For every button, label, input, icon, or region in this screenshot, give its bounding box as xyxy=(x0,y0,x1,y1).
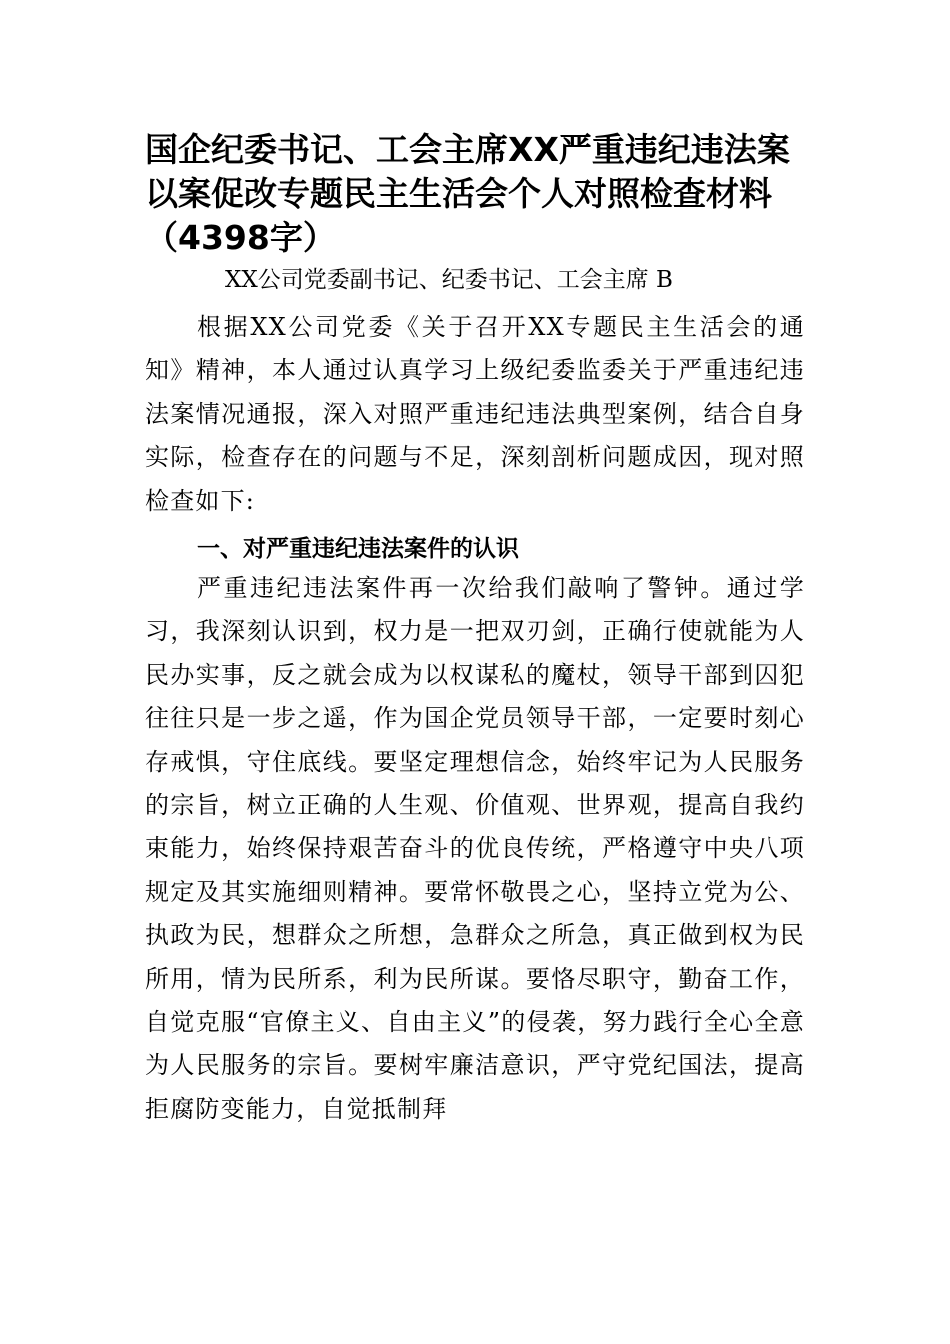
section-1-paragraph: 严重违纪违法案件再一次给我们敲响了警钟。通过学习，我深刻认识到，权力是一把双刃剑，正确行使就能为人民办实事，反之就会成为以权谋私的魔杖，领导干部到囚犯往往只是一步之遥，作为国企党员领导干部，一定要时刻心存戒惧，守住底线。要坚定理想信念，始终牢记为人民服务的宗旨，树立正确的人生观、价值观、世界观，提高自我约束能力，始终保持艰苦奋斗的优良传统，严格遵守中央八项规定及其实施细则精神。要常怀敬畏之心，坚持立党为公、执政为民，想群众之所想，急群众之所急，真正做到权为民所用，情为民所系，利为民所谋。要恪尽职守，勤奋工作，自觉克服“官僚主义、自由主义”的侵袭，努力践行全心全意为人民服务的宗旨。要树牢廉洁意识，严守党纪国法，提高拒腐防变能力，自觉抵制拜 xyxy=(145,574,805,1123)
document-title: 国企纪委书记、工会主席XX严重违纪违法案以案促改专题民主生活会个人对照检查材料（4398字） xyxy=(145,130,790,257)
section-heading-1: 一、对严重违纪违法案件的认识 xyxy=(197,536,519,562)
intro-paragraph: 根据XX公司党委《关于召开XX专题民主生活会的通知》精神，本人通过认真学习上级纪委监委关于严重违纪违法案情况通报，深入对照严重违纪违法典型案例，结合自身实际，检查存在的问题与不足，深刻剖析问题成因，现对照检查如下: xyxy=(145,313,805,515)
author-line: XX公司党委副书记、纪委书记、工会主席 B xyxy=(225,267,673,293)
